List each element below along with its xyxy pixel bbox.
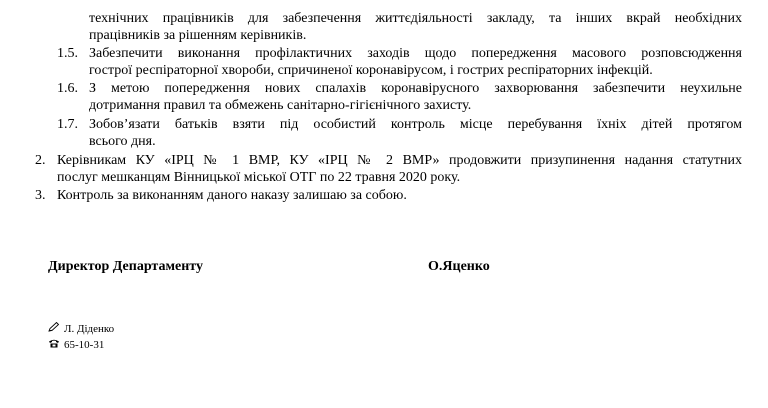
item-number-2: 2. <box>35 153 46 168</box>
item-3-line-1: Контроль за виконанням даного наказу залишаю за собою. <box>57 188 407 203</box>
item-1-5-line-2: гострої респіраторної хвороби, спричиненої коронавірусом, і гострих респіраторних інфекцій. <box>89 63 653 78</box>
executor-row <box>48 322 114 335</box>
item-2-line-1: Керівникам КУ «ІРЦ № 1 ВМР, КУ «ІРЦ № 2 ВМР» продовжити призупинення надання статутних <box>57 153 742 168</box>
executor-phone: 65-10-31 <box>64 338 105 351</box>
signature-position: Директор Департаменту <box>48 259 203 274</box>
item-continuation-line-1: технічних працівників для забезпечення життєдіяльності закладу, та інших вкрай необхідних <box>89 11 742 26</box>
item-1-6-line-1: З метою попередження нових спалахів коронавірусного захворювання забезпечити неухильне <box>89 81 742 96</box>
item-2-line-2: послуг мешканцям Вінницької міської ОТГ по 22 травня 2020 року. <box>57 170 461 185</box>
item-number-3: 3. <box>35 188 46 203</box>
item-number-1-5: 1.5. <box>57 46 78 61</box>
pencil-icon <box>48 322 60 335</box>
item-1-7-line-2: всього дня. <box>89 134 156 149</box>
item-1-5-line-1: Забезпечити виконання профілактичних заходів щодо попередження масового розповсюдження <box>89 46 742 61</box>
executor-name: Л. Діденко <box>64 322 115 335</box>
item-1-6-line-2: дотримання правил та обмежень санітарно-гігієнічного захисту. <box>89 98 472 113</box>
phone-row <box>48 338 104 351</box>
signature-name: О.Яценко <box>428 259 490 274</box>
item-number-1-7: 1.7. <box>57 117 78 132</box>
item-number-1-6: 1.6. <box>57 81 78 96</box>
item-continuation-line-2: працівників за рішенням керівників. <box>89 28 307 43</box>
item-1-7-line-1: Зобов’язати батьків взяти під особистий контроль місце перебування їхніх дітей протягом <box>89 117 742 132</box>
phone-icon <box>48 338 60 351</box>
